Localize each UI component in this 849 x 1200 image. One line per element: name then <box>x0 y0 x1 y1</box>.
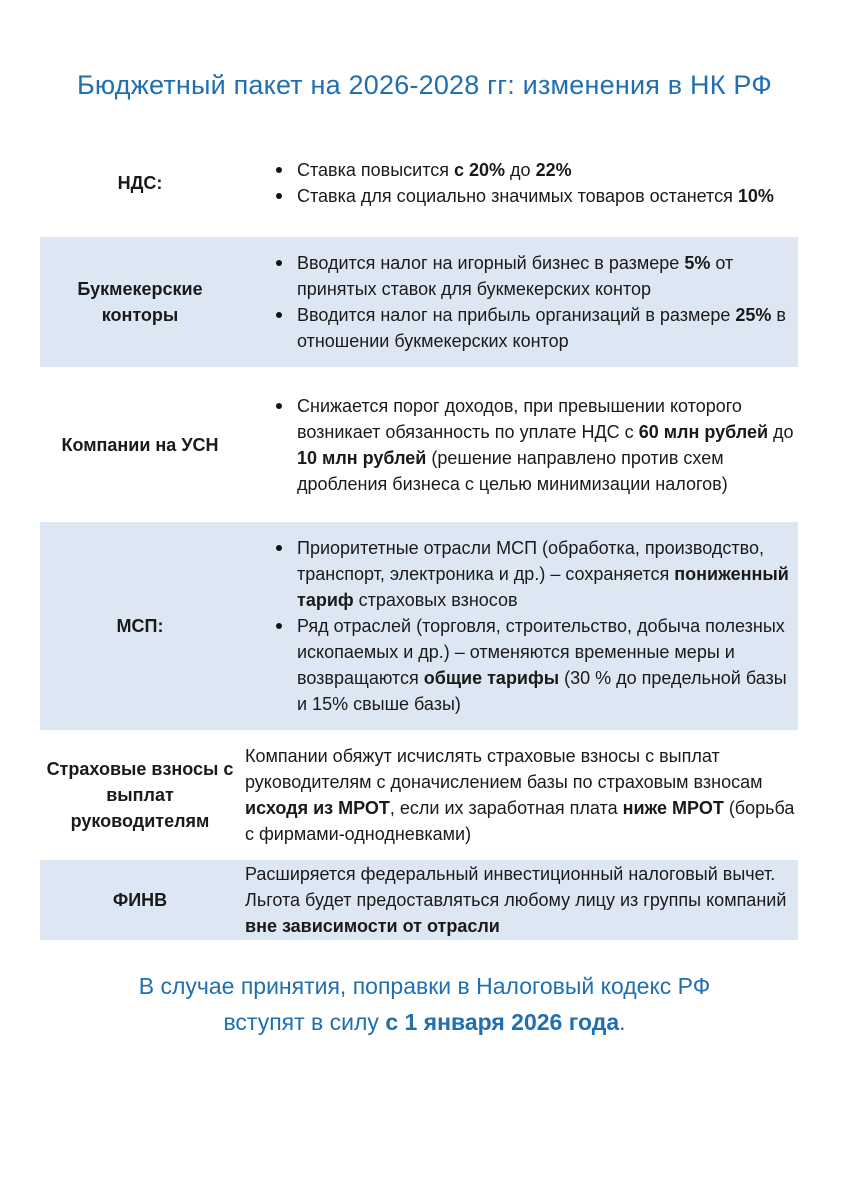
table-row-insurance <box>40 732 798 858</box>
bold-text: с 20% <box>454 159 506 180</box>
bold-text: ниже МРОТ <box>622 798 724 818</box>
text: Вводится налог на игорный бизнес в размере <box>297 253 685 273</box>
paragraph <box>245 743 795 847</box>
text: Расширяется федеральный инвестиционный налоговый вычет. Льгота будет предоставляться любому лицу из группы компаний <box>245 864 787 910</box>
row-content <box>245 732 795 858</box>
text: Ставка повысится <box>297 159 454 180</box>
bullet-list <box>272 250 796 354</box>
row-content <box>272 522 796 730</box>
row-label: Компании на УСН <box>61 434 219 455</box>
bullet-item <box>297 157 796 183</box>
bullet-list <box>272 157 796 209</box>
text: до <box>505 159 536 180</box>
row-label: НДС: <box>117 172 163 193</box>
paragraph-block <box>245 743 795 847</box>
bold-text: вне зависимости от отрасли <box>245 916 500 936</box>
row-label: Букмекерские конторы <box>77 279 203 325</box>
text: Ставка для социально значимых товаров останется <box>297 185 738 206</box>
text: в отношении букмекерских контор <box>297 305 786 351</box>
text: до <box>768 421 794 442</box>
bold-text: пониженный тариф <box>297 564 789 610</box>
row-content <box>245 860 795 940</box>
bullet-item <box>297 613 796 717</box>
footer-period: . <box>619 1009 626 1035</box>
footer-text: вступят в силу <box>223 1009 386 1035</box>
text: Приоритетные отрасли МСП (обработка, производство, транспорт, электроника и др.) – сохраняется <box>297 538 764 584</box>
footer-note <box>0 968 849 1040</box>
paragraph <box>245 861 795 939</box>
table-row-usn <box>40 369 798 520</box>
bold-text: 10% <box>737 185 774 206</box>
page-title: Бюджетный пакет на 2026-2028 гг: изменения в НК РФ <box>77 70 772 100</box>
row-content <box>272 369 796 520</box>
text: от принятых ставок для букмекерских контор <box>297 253 734 299</box>
bold-text: 60 млн рублей <box>638 421 769 442</box>
bullet-list <box>272 535 796 717</box>
bold-text: 22% <box>535 159 572 180</box>
bold-text: общие тарифы <box>423 668 560 688</box>
footer-line-2 <box>0 1004 849 1040</box>
bold-text: 10 млн рублей <box>297 447 427 468</box>
paragraph-block <box>245 861 795 939</box>
text: (решение направлено против схем дробления бизнеса с целью минимизации налогов) <box>297 447 728 494</box>
text: (30 % до предельной базы и 15% свыше базы) <box>297 668 787 714</box>
bullet-item <box>297 302 796 354</box>
row-label: Страховые взносы с выплат руководителям <box>46 759 234 831</box>
footer-date: с 1 января 2026 года <box>385 1009 620 1035</box>
row-label: ФИНВ <box>112 890 168 910</box>
text: Ряд отраслей (торговля, строительство, добыча полезных ископаемых и др.) – отменяются временные меры и возвращаются <box>297 616 785 688</box>
text: страховых взносов <box>353 590 518 610</box>
bold-text: исходя из МРОТ <box>245 798 390 818</box>
bullet-item <box>297 393 796 497</box>
row-label: МСП: <box>116 616 164 636</box>
bullet-item <box>297 535 796 613</box>
bullet-item <box>297 250 796 302</box>
row-content <box>272 237 796 367</box>
bullet-list <box>272 393 796 497</box>
table-row-vat <box>40 130 798 235</box>
text: , если их заработная плата <box>389 798 623 818</box>
text: (борьба с фирмами-однодневками) <box>245 798 795 844</box>
row-content <box>272 130 796 235</box>
bold-text: 5% <box>684 253 711 273</box>
table-row-bookmakers <box>40 237 798 367</box>
table-row-sme <box>40 522 798 730</box>
bullet-item <box>297 183 796 209</box>
bold-text: 25% <box>735 305 772 325</box>
table-row-finv <box>40 860 798 940</box>
footer-line-1: В случае принятия, поправки в Налоговый кодекс РФ <box>138 973 711 999</box>
text: Вводится налог на прибыль организаций в размере <box>297 305 736 325</box>
text: Снижается порог доходов, при превышении которого возникает обязанность по уплате НДС с <box>297 395 742 442</box>
text: Компании обяжут исчислять страховые взносы с выплат руководителям с доначислением базы по страховым взносам <box>245 746 763 792</box>
